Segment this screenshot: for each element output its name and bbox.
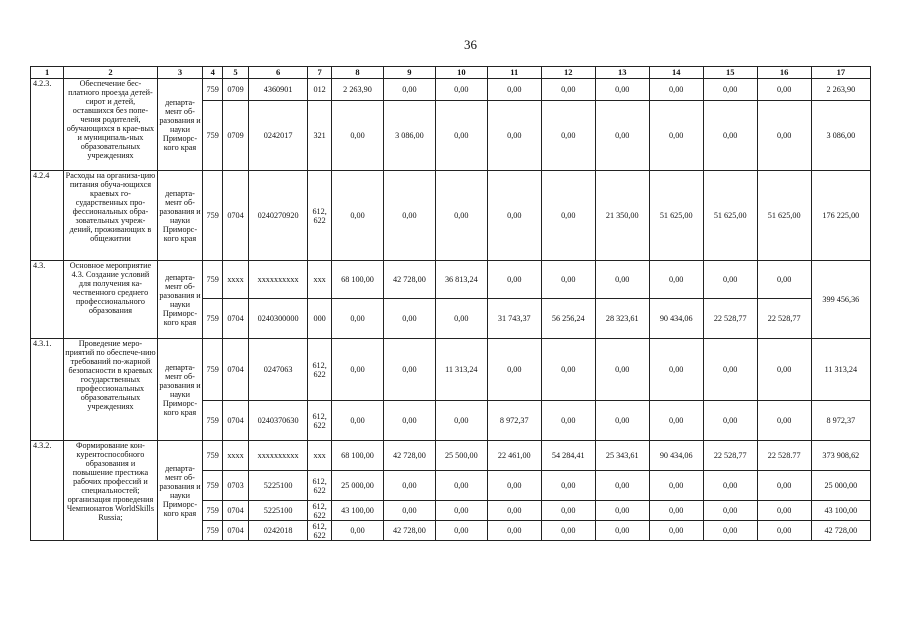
code-type: 012 [308, 79, 332, 101]
column-header: 17 [811, 67, 870, 79]
code-target: 4360901 [249, 79, 308, 101]
amount-cell: 56 256,24 [541, 299, 595, 339]
total-cell: 176 225,00 [811, 171, 870, 261]
amount-cell: 0,00 [595, 101, 649, 171]
amount-cell: 0,00 [649, 401, 703, 441]
amount-cell: 0,00 [487, 501, 541, 521]
code-type: 321 [308, 101, 332, 171]
amount-cell: 0,00 [487, 171, 541, 261]
amount-cell: 0,00 [383, 339, 435, 401]
total-cell: 2 263,90 [811, 79, 870, 101]
amount-cell: 0,00 [435, 521, 487, 541]
item-number: 4.2.4 [31, 171, 64, 261]
table-row [31, 171, 871, 261]
code-grbs: 759 [203, 101, 223, 171]
amount-cell: 22 461,00 [487, 441, 541, 471]
amount-cell: 0,00 [541, 471, 595, 501]
amount-cell: 0,00 [757, 401, 811, 441]
amount-cell: 0,00 [541, 261, 595, 299]
amount-cell: 0,00 [595, 471, 649, 501]
table-row [31, 441, 871, 471]
code-grbs: 759 [203, 339, 223, 401]
amount-cell: 8 972,37 [487, 401, 541, 441]
amount-cell: 0,00 [595, 501, 649, 521]
code-target: xxxxxxxxxx [249, 261, 308, 299]
code-section: 0704 [223, 171, 249, 261]
amount-cell: 0,00 [703, 521, 757, 541]
amount-cell: 0,00 [332, 101, 384, 171]
code-type: xxx [308, 441, 332, 471]
code-section: xxxx [223, 441, 249, 471]
amount-cell: 51 625,00 [757, 171, 811, 261]
amount-cell: 0,00 [595, 521, 649, 541]
amount-cell: 0,00 [541, 101, 595, 171]
amount-cell: 0,00 [435, 101, 487, 171]
amount-cell: 25 343,61 [595, 441, 649, 471]
total-cell: 43 100,00 [811, 501, 870, 521]
code-type: 612, 622 [308, 471, 332, 501]
amount-cell: 0,00 [435, 501, 487, 521]
amount-cell: 0,00 [703, 339, 757, 401]
amount-cell: 0,00 [332, 401, 384, 441]
code-grbs: 759 [203, 171, 223, 261]
amount-cell: 54 284,41 [541, 441, 595, 471]
amount-cell: 0,00 [595, 401, 649, 441]
amount-cell: 0,00 [757, 501, 811, 521]
amount-cell: 0,00 [435, 171, 487, 261]
column-header: 10 [435, 67, 487, 79]
code-grbs: 759 [203, 471, 223, 501]
table-row [31, 261, 871, 299]
code-grbs: 759 [203, 521, 223, 541]
amount-cell: 0,00 [541, 171, 595, 261]
amount-cell: 0,00 [703, 471, 757, 501]
amount-cell: 0,00 [649, 261, 703, 299]
amount-cell: 28 323,61 [595, 299, 649, 339]
amount-cell: 0,00 [595, 339, 649, 401]
column-header: 5 [223, 67, 249, 79]
code-type: xxx [308, 261, 332, 299]
amount-cell: 0,00 [703, 261, 757, 299]
amount-cell: 0,00 [487, 261, 541, 299]
amount-cell: 0,00 [649, 101, 703, 171]
amount-cell: 0,00 [435, 79, 487, 101]
column-header: 1 [31, 67, 64, 79]
column-header: 2 [64, 67, 157, 79]
amount-cell: 36 813,24 [435, 261, 487, 299]
column-header: 6 [249, 67, 308, 79]
code-section: 0709 [223, 101, 249, 171]
code-type: 612, 622 [308, 521, 332, 541]
amount-cell: 0,00 [541, 79, 595, 101]
amount-cell: 22 528.77 [757, 441, 811, 471]
code-section: 0704 [223, 521, 249, 541]
amount-cell: 0,00 [383, 171, 435, 261]
total-cell: 11 313,24 [811, 339, 870, 401]
amount-cell: 0,00 [703, 79, 757, 101]
item-number: 4.3.1. [31, 339, 64, 441]
code-section: 0704 [223, 501, 249, 521]
amount-cell: 0,00 [332, 171, 384, 261]
amount-cell: 22 528,77 [703, 299, 757, 339]
code-target: 0240370630 [249, 401, 308, 441]
code-grbs: 759 [203, 261, 223, 299]
amount-cell: 11 313,24 [435, 339, 487, 401]
column-header: 14 [649, 67, 703, 79]
code-grbs: 759 [203, 441, 223, 471]
code-section: xxxx [223, 261, 249, 299]
amount-cell: 0,00 [435, 401, 487, 441]
amount-cell: 0,00 [332, 299, 384, 339]
amount-cell: 0,00 [487, 339, 541, 401]
code-target: 0242018 [249, 521, 308, 541]
budget-table [30, 66, 871, 541]
item-name: Формирование кон-курентоспособного образования и повышение престижа рабочих профессий и специальностей; организация проведения Чемпионатов WorldSkills Russia; [64, 441, 157, 541]
code-section: 0704 [223, 401, 249, 441]
amount-cell: 0,00 [649, 339, 703, 401]
amount-cell: 42 728,00 [383, 441, 435, 471]
code-type: 612, 622 [308, 339, 332, 401]
amount-cell: 0,00 [757, 261, 811, 299]
amount-cell: 42 728,00 [383, 521, 435, 541]
amount-cell: 22 528,77 [703, 441, 757, 471]
item-executor: департа-мент об-разования и науки Приморс-кого края [157, 79, 203, 171]
amount-cell: 0,00 [541, 339, 595, 401]
amount-cell: 0,00 [757, 471, 811, 501]
amount-cell: 22 528,77 [757, 299, 811, 339]
page-number: 36 [464, 37, 477, 52]
amount-cell: 0,00 [703, 101, 757, 171]
code-grbs: 759 [203, 401, 223, 441]
code-section: 0704 [223, 299, 249, 339]
column-header: 13 [595, 67, 649, 79]
amount-cell: 0,00 [541, 501, 595, 521]
item-executor: департа-мент об-разования и науки Приморс-кого края [157, 339, 203, 441]
item-name: Проведение меро-приятий по обеспече-нию требований по-жарной безопасности в краевых государственных профессиональных образовательных учреждениях [64, 339, 157, 441]
item-executor: департа-мент об-разования и науки Приморс-кого края [157, 441, 203, 541]
column-header: 15 [703, 67, 757, 79]
code-target: 0240270920 [249, 171, 308, 261]
code-target: 5225100 [249, 501, 308, 521]
code-grbs: 759 [203, 299, 223, 339]
code-grbs: 759 [203, 79, 223, 101]
amount-cell: 0,00 [383, 79, 435, 101]
amount-cell: 0,00 [757, 521, 811, 541]
header-row [31, 67, 871, 79]
amount-cell: 0,00 [649, 79, 703, 101]
amount-cell: 31 743,37 [487, 299, 541, 339]
amount-cell: 51 625,00 [703, 171, 757, 261]
column-header: 4 [203, 67, 223, 79]
column-header: 16 [757, 67, 811, 79]
code-target: 0240300000 [249, 299, 308, 339]
item-executor: департа-мент об-разования и науки Приморс-кого края [157, 261, 203, 339]
code-section: 0704 [223, 339, 249, 401]
item-number: 4.2.3. [31, 79, 64, 171]
code-target: 0247063 [249, 339, 308, 401]
column-header: 3 [157, 67, 203, 79]
table-body [31, 67, 871, 541]
code-target: 0242017 [249, 101, 308, 171]
item-number: 4.3. [31, 261, 64, 339]
code-type: 612, 622 [308, 501, 332, 521]
amount-cell: 0,00 [435, 471, 487, 501]
amount-cell: 0,00 [649, 471, 703, 501]
total-cell: 42 728,00 [811, 521, 870, 541]
amount-cell: 42 728,00 [383, 261, 435, 299]
column-header: 7 [308, 67, 332, 79]
amount-cell: 0,00 [487, 101, 541, 171]
amount-cell: 0,00 [332, 521, 384, 541]
amount-cell: 0,00 [703, 401, 757, 441]
amount-cell: 43 100,00 [332, 501, 384, 521]
amount-cell: 0,00 [383, 401, 435, 441]
item-name: Основное мероприятие 4.3. Создание условий для получения ка-чественного среднего профессионального образования [64, 261, 157, 339]
total-cell: 25 000,00 [811, 471, 870, 501]
amount-cell: 0,00 [383, 501, 435, 521]
amount-cell: 0,00 [649, 501, 703, 521]
amount-cell: 68 100,00 [332, 261, 384, 299]
column-header: 11 [487, 67, 541, 79]
amount-cell: 0,00 [703, 501, 757, 521]
amount-cell: 0,00 [757, 339, 811, 401]
amount-cell: 0,00 [541, 521, 595, 541]
column-header: 8 [332, 67, 384, 79]
total-cell: 8 972,37 [811, 401, 870, 441]
amount-cell: 2 263,90 [332, 79, 384, 101]
amount-cell: 0,00 [332, 339, 384, 401]
code-grbs: 759 [203, 501, 223, 521]
total-cell: 373 908,62 [811, 441, 870, 471]
amount-cell: 0,00 [435, 299, 487, 339]
code-type: 612, 622 [308, 401, 332, 441]
item-number: 4.3.2. [31, 441, 64, 541]
code-section: 0709 [223, 79, 249, 101]
table-row [31, 339, 871, 401]
amount-cell: 0,00 [487, 79, 541, 101]
amount-cell: 0,00 [757, 79, 811, 101]
amount-cell: 90 434,06 [649, 299, 703, 339]
amount-cell: 90 434,06 [649, 441, 703, 471]
code-section: 0703 [223, 471, 249, 501]
code-target: xxxxxxxxxx [249, 441, 308, 471]
table-row [31, 79, 871, 101]
amount-cell: 0,00 [383, 471, 435, 501]
amount-cell: 25 500,00 [435, 441, 487, 471]
amount-cell: 0,00 [487, 521, 541, 541]
amount-cell: 25 000,00 [332, 471, 384, 501]
item-name: Обеспечение бес-платного проезда детей-сирот и детей, оставшихся без попе-чения родителей, обучающихся в крае-вых и муниципаль-ных образовательных учреждениях [64, 79, 157, 171]
amount-cell: 0,00 [383, 299, 435, 339]
amount-cell: 0,00 [595, 261, 649, 299]
amount-cell: 21 350,00 [595, 171, 649, 261]
code-type: 612, 622 [308, 171, 332, 261]
item-executor: департа-мент об-разования и науки Приморс-кого края [157, 171, 203, 261]
amount-cell: 0,00 [487, 471, 541, 501]
item-name: Расходы на организа-цию питания обуча-ющихся краевых го-сударственных про-фессиональных обра-зовательных учреж-дений, проживающих в общежитии [64, 171, 157, 261]
total-cell: 399 456,36 [811, 261, 870, 339]
amount-cell: 0,00 [541, 401, 595, 441]
amount-cell: 0,00 [757, 101, 811, 171]
code-type: 000 [308, 299, 332, 339]
total-cell: 3 086,00 [811, 101, 870, 171]
column-header: 12 [541, 67, 595, 79]
column-header: 9 [383, 67, 435, 79]
amount-cell: 68 100,00 [332, 441, 384, 471]
amount-cell: 51 625,00 [649, 171, 703, 261]
amount-cell: 0,00 [595, 79, 649, 101]
code-target: 5225100 [249, 471, 308, 501]
amount-cell: 0,00 [649, 521, 703, 541]
amount-cell: 3 086,00 [383, 101, 435, 171]
